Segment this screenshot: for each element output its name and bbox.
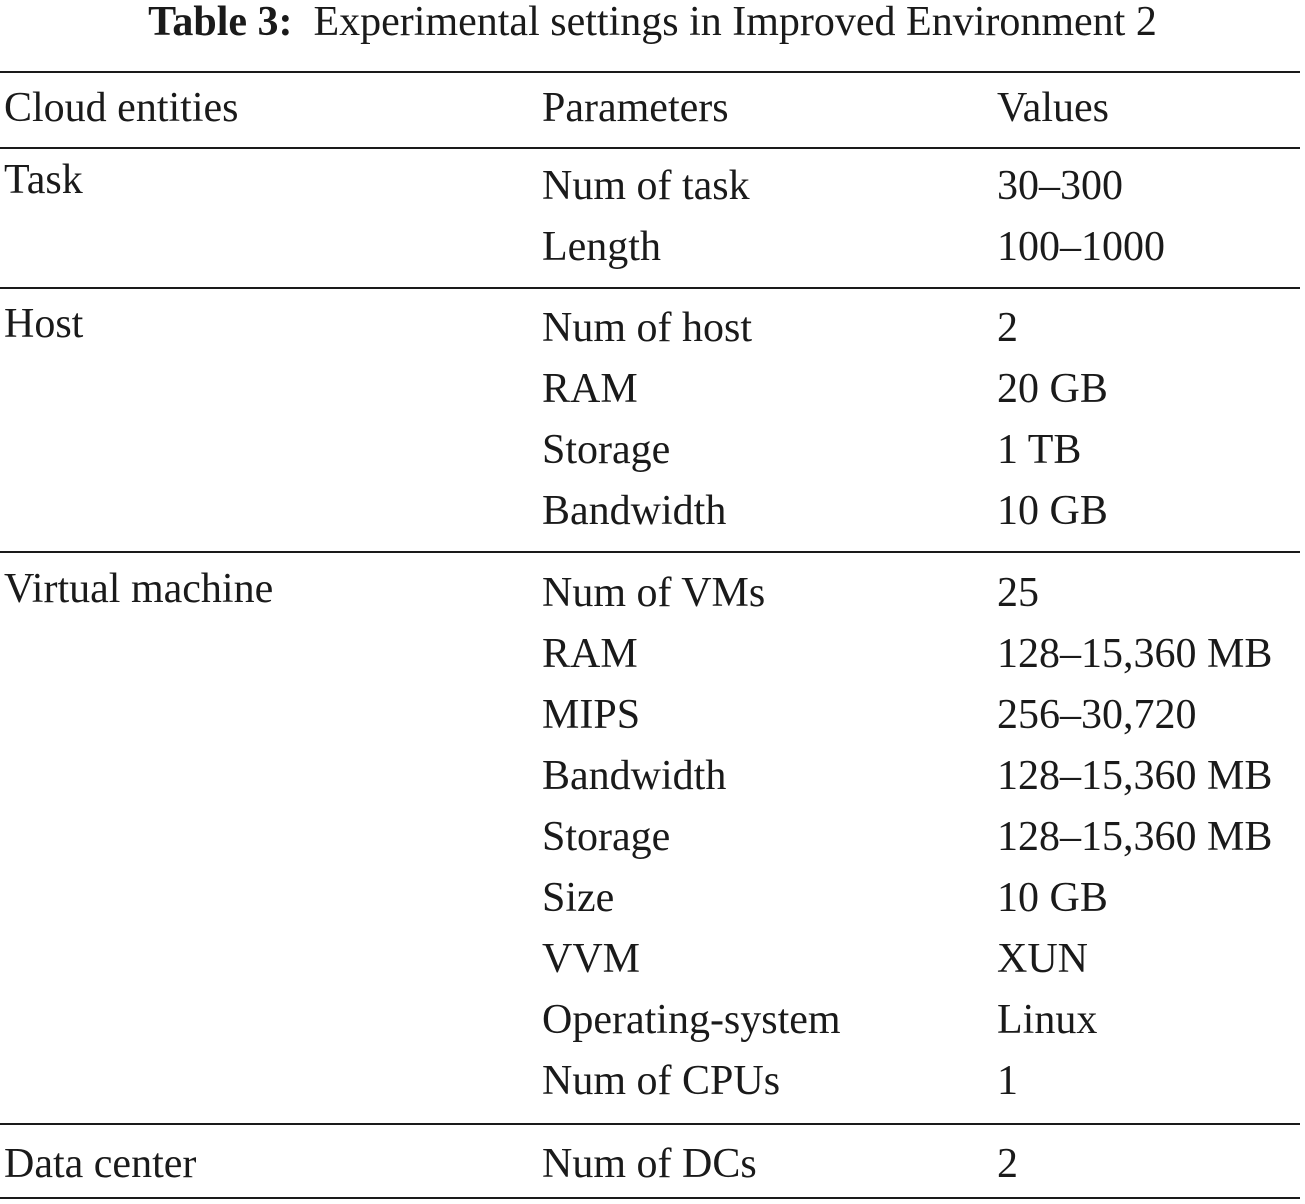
value-cell: 10 GB <box>997 488 1108 534</box>
value-cell: 128–15,360 MB <box>997 814 1273 860</box>
value-cell: 20 GB <box>997 366 1108 412</box>
table-row <box>0 746 1305 807</box>
parameter-cell: Num of host <box>542 305 752 351</box>
table-row <box>0 685 1305 746</box>
group-rule <box>0 287 1300 289</box>
table-row <box>0 1134 1305 1195</box>
parameter-cell: Length <box>542 224 661 270</box>
caption-text: Experimental settings in Improved Environment 2 <box>313 0 1157 45</box>
table-row <box>0 563 1305 624</box>
header-entity: Cloud entities <box>4 85 239 131</box>
table-row <box>0 868 1305 929</box>
parameter-cell: Bandwidth <box>542 488 727 534</box>
top-rule <box>0 71 1300 73</box>
header-rule <box>0 147 1300 149</box>
value-cell: 1 TB <box>997 427 1082 473</box>
caption-label: Table 3: <box>148 0 293 45</box>
parameter-cell: Operating-system <box>542 997 841 1043</box>
header-value: Values <box>997 85 1109 131</box>
value-cell: 128–15,360 MB <box>997 631 1273 677</box>
parameter-cell: VVM <box>542 936 641 982</box>
entity-label: Data center <box>4 1141 197 1187</box>
table-caption <box>0 0 1305 48</box>
parameter-cell: Num of CPUs <box>542 1058 781 1104</box>
table-row <box>0 929 1305 990</box>
parameter-cell: Size <box>542 875 615 921</box>
value-cell: 2 <box>997 305 1018 351</box>
value-cell: Linux <box>997 997 1098 1043</box>
value-cell: 1 <box>997 1058 1018 1104</box>
value-cell: 10 GB <box>997 875 1108 921</box>
table-row <box>0 807 1305 868</box>
parameter-cell: MIPS <box>542 692 641 738</box>
value-cell: XUN <box>997 936 1088 982</box>
value-cell: 256–30,720 <box>997 692 1197 738</box>
value-cell: 100–1000 <box>997 224 1165 270</box>
parameter-cell: Num of VMs <box>542 570 766 616</box>
entity-label: Task <box>4 157 83 203</box>
header-parameter: Parameters <box>542 85 729 131</box>
table-row <box>0 990 1305 1051</box>
value-cell: 128–15,360 MB <box>997 753 1273 799</box>
entity-label: Virtual machine <box>4 566 274 612</box>
parameter-cell: Num of DCs <box>542 1141 757 1187</box>
parameter-cell: RAM <box>542 366 638 412</box>
value-cell: 30–300 <box>997 163 1123 209</box>
table-row <box>0 298 1305 359</box>
value-cell: 2 <box>997 1141 1018 1187</box>
parameter-cell: Num of task <box>542 163 750 209</box>
parameter-cell: RAM <box>542 631 638 677</box>
table-row <box>0 481 1305 542</box>
table-row <box>0 1051 1305 1112</box>
table-row <box>0 420 1305 481</box>
parameter-cell: Storage <box>542 427 671 473</box>
entity-label: Host <box>4 301 84 347</box>
group-rule <box>0 551 1300 553</box>
table-row <box>0 624 1305 685</box>
bottom-rule <box>0 1197 1300 1199</box>
parameter-cell: Storage <box>542 814 671 860</box>
table-row <box>0 217 1305 278</box>
group-rule <box>0 1123 1300 1125</box>
value-cell: 25 <box>997 570 1039 616</box>
table-row <box>0 156 1305 217</box>
parameter-cell: Bandwidth <box>542 753 727 799</box>
table-row <box>0 359 1305 420</box>
